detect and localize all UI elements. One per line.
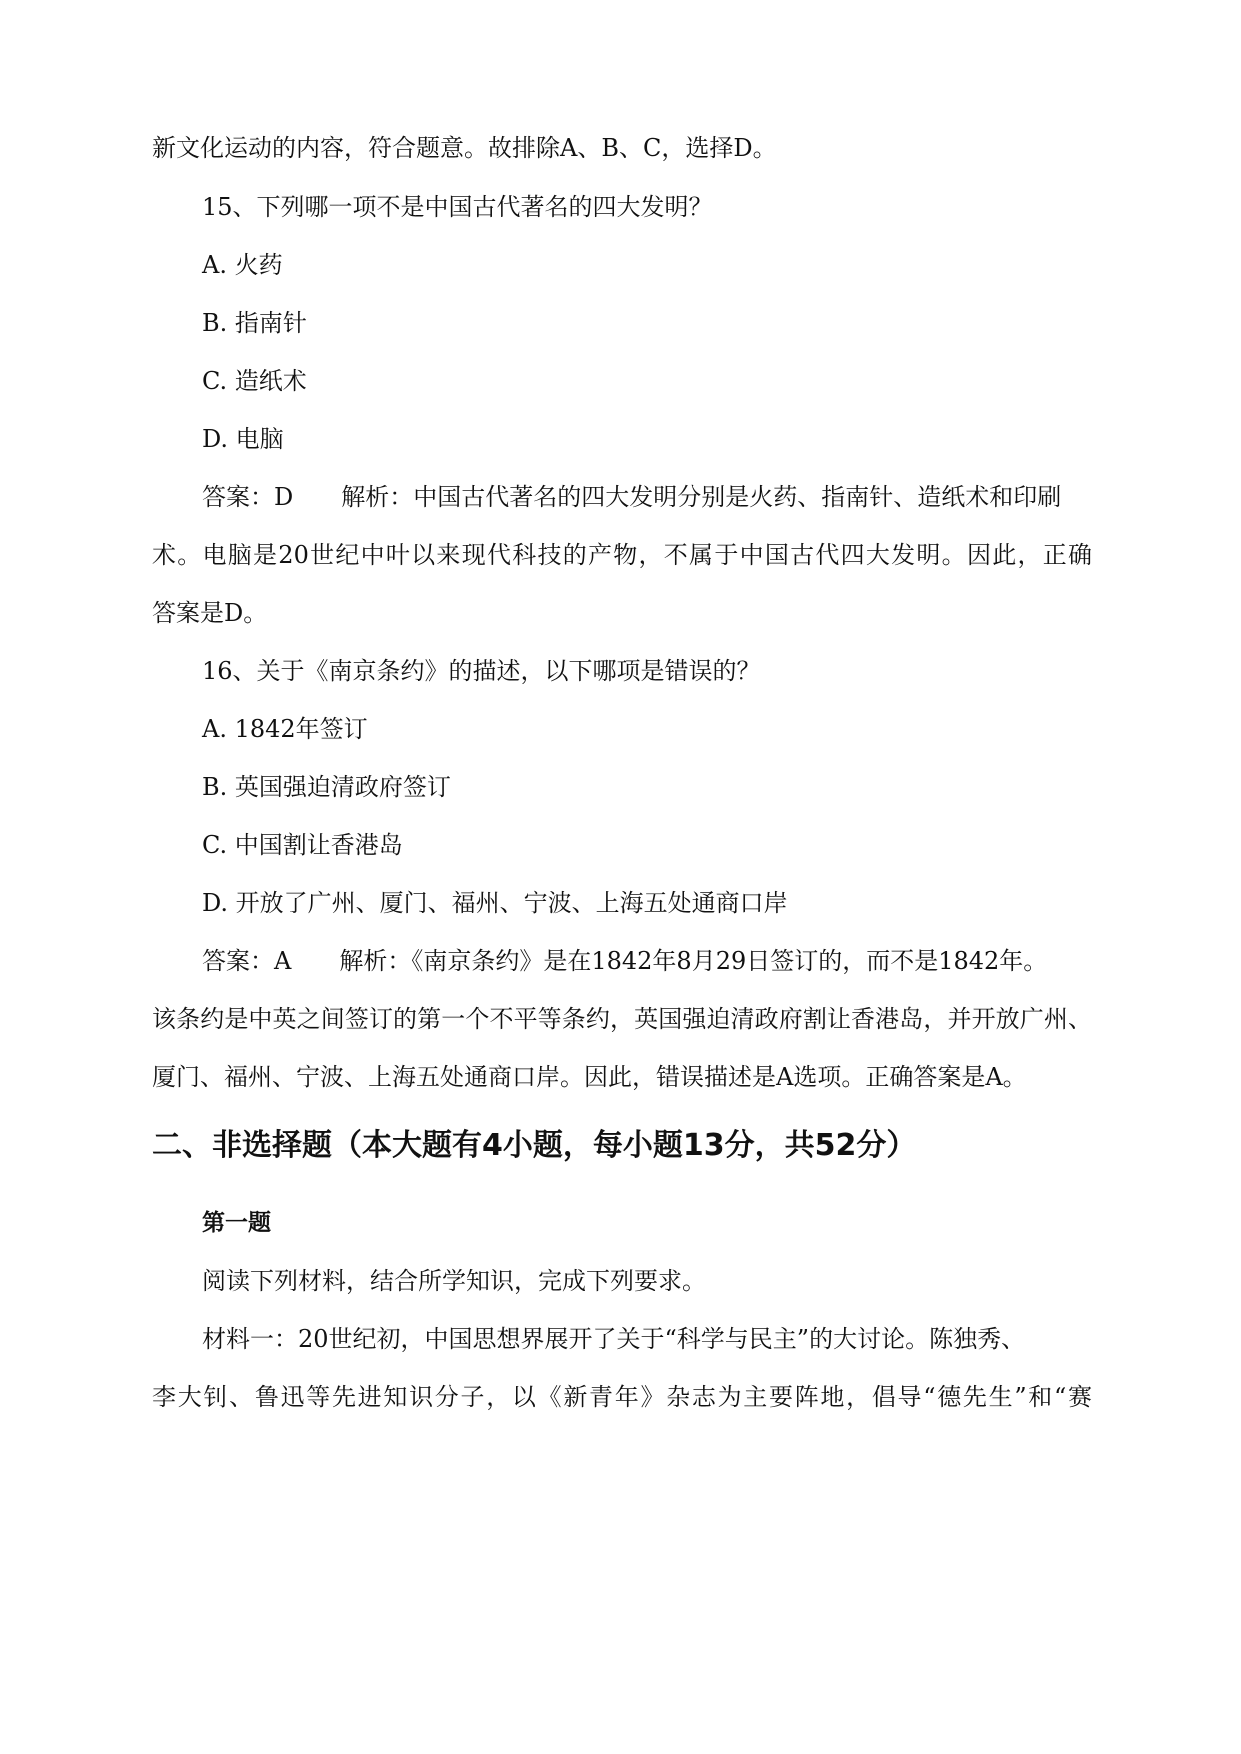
- q15-analysis-line-3: 答案是D。: [152, 599, 268, 627]
- q15-option-a: A. 火药: [202, 251, 283, 279]
- instruction: 阅读下列材料，结合所学知识，完成下列要求。: [202, 1267, 706, 1295]
- q16-analysis-line-3: 厦门、福州、宁波、上海五处通商口岸。因此，错误描述是A选项。正确答案是A。: [152, 1063, 1027, 1091]
- q15-analysis: 解析：中国古代著名的四大发明分别是火药、指南针、造纸术和印刷: [341, 483, 1062, 511]
- q15-option-c: C. 造纸术: [202, 367, 307, 395]
- first-question-title: 第一题: [202, 1210, 271, 1236]
- q16-option-c: C. 中国割让香港岛: [202, 831, 403, 859]
- previous-analysis-continuation: 新文化运动的内容，符合题意。故排除A、B、C，选择D。: [152, 134, 777, 162]
- q15-option-b: B. 指南针: [202, 309, 307, 337]
- q16-answer: 答案：A: [202, 947, 292, 975]
- question-15: 15、下列哪一项不是中国古代著名的四大发明？: [202, 193, 713, 221]
- section-heading: 二、非选择题（本大题有4小题，每小题13分，共52分）: [152, 1128, 917, 1163]
- q16-analysis-line-2: 该条约是中英之间签订的第一个不平等条约，英国强迫清政府割让香港岛，并开放广州、: [152, 1005, 1092, 1033]
- q15-answer-line: [202, 480, 1061, 514]
- q16-answer-line: [202, 944, 1047, 978]
- q16-option-a: A. 1842年签订: [202, 715, 368, 743]
- q15-option-d: D. 电脑: [202, 425, 284, 453]
- material-line-1: 材料一：20世纪初，中国思想界展开了关于“科学与民主”的大讨论。陈独秀、: [202, 1325, 1026, 1353]
- q16-option-b: B. 英国强迫清政府签订: [202, 773, 451, 801]
- material-line-2: 李大钊、鲁迅等先进知识分子，以《新青年》杂志为主要阵地，倡导“德先生”和“赛: [152, 1383, 1092, 1411]
- question-16: 16、关于《南京条约》的描述，以下哪项是错误的？: [202, 657, 761, 685]
- q16-analysis: 解析：《南京条约》是在1842年8月29日签订的，而不是1842年。: [339, 947, 1048, 975]
- q15-analysis-line-2: 术。电脑是20世纪中叶以来现代科技的产物，不属于中国古代四大发明。因此，正确: [152, 541, 1092, 569]
- q15-answer: 答案：D: [202, 483, 294, 511]
- q16-option-d: D. 开放了广州、厦门、福州、宁波、上海五处通商口岸: [202, 889, 788, 917]
